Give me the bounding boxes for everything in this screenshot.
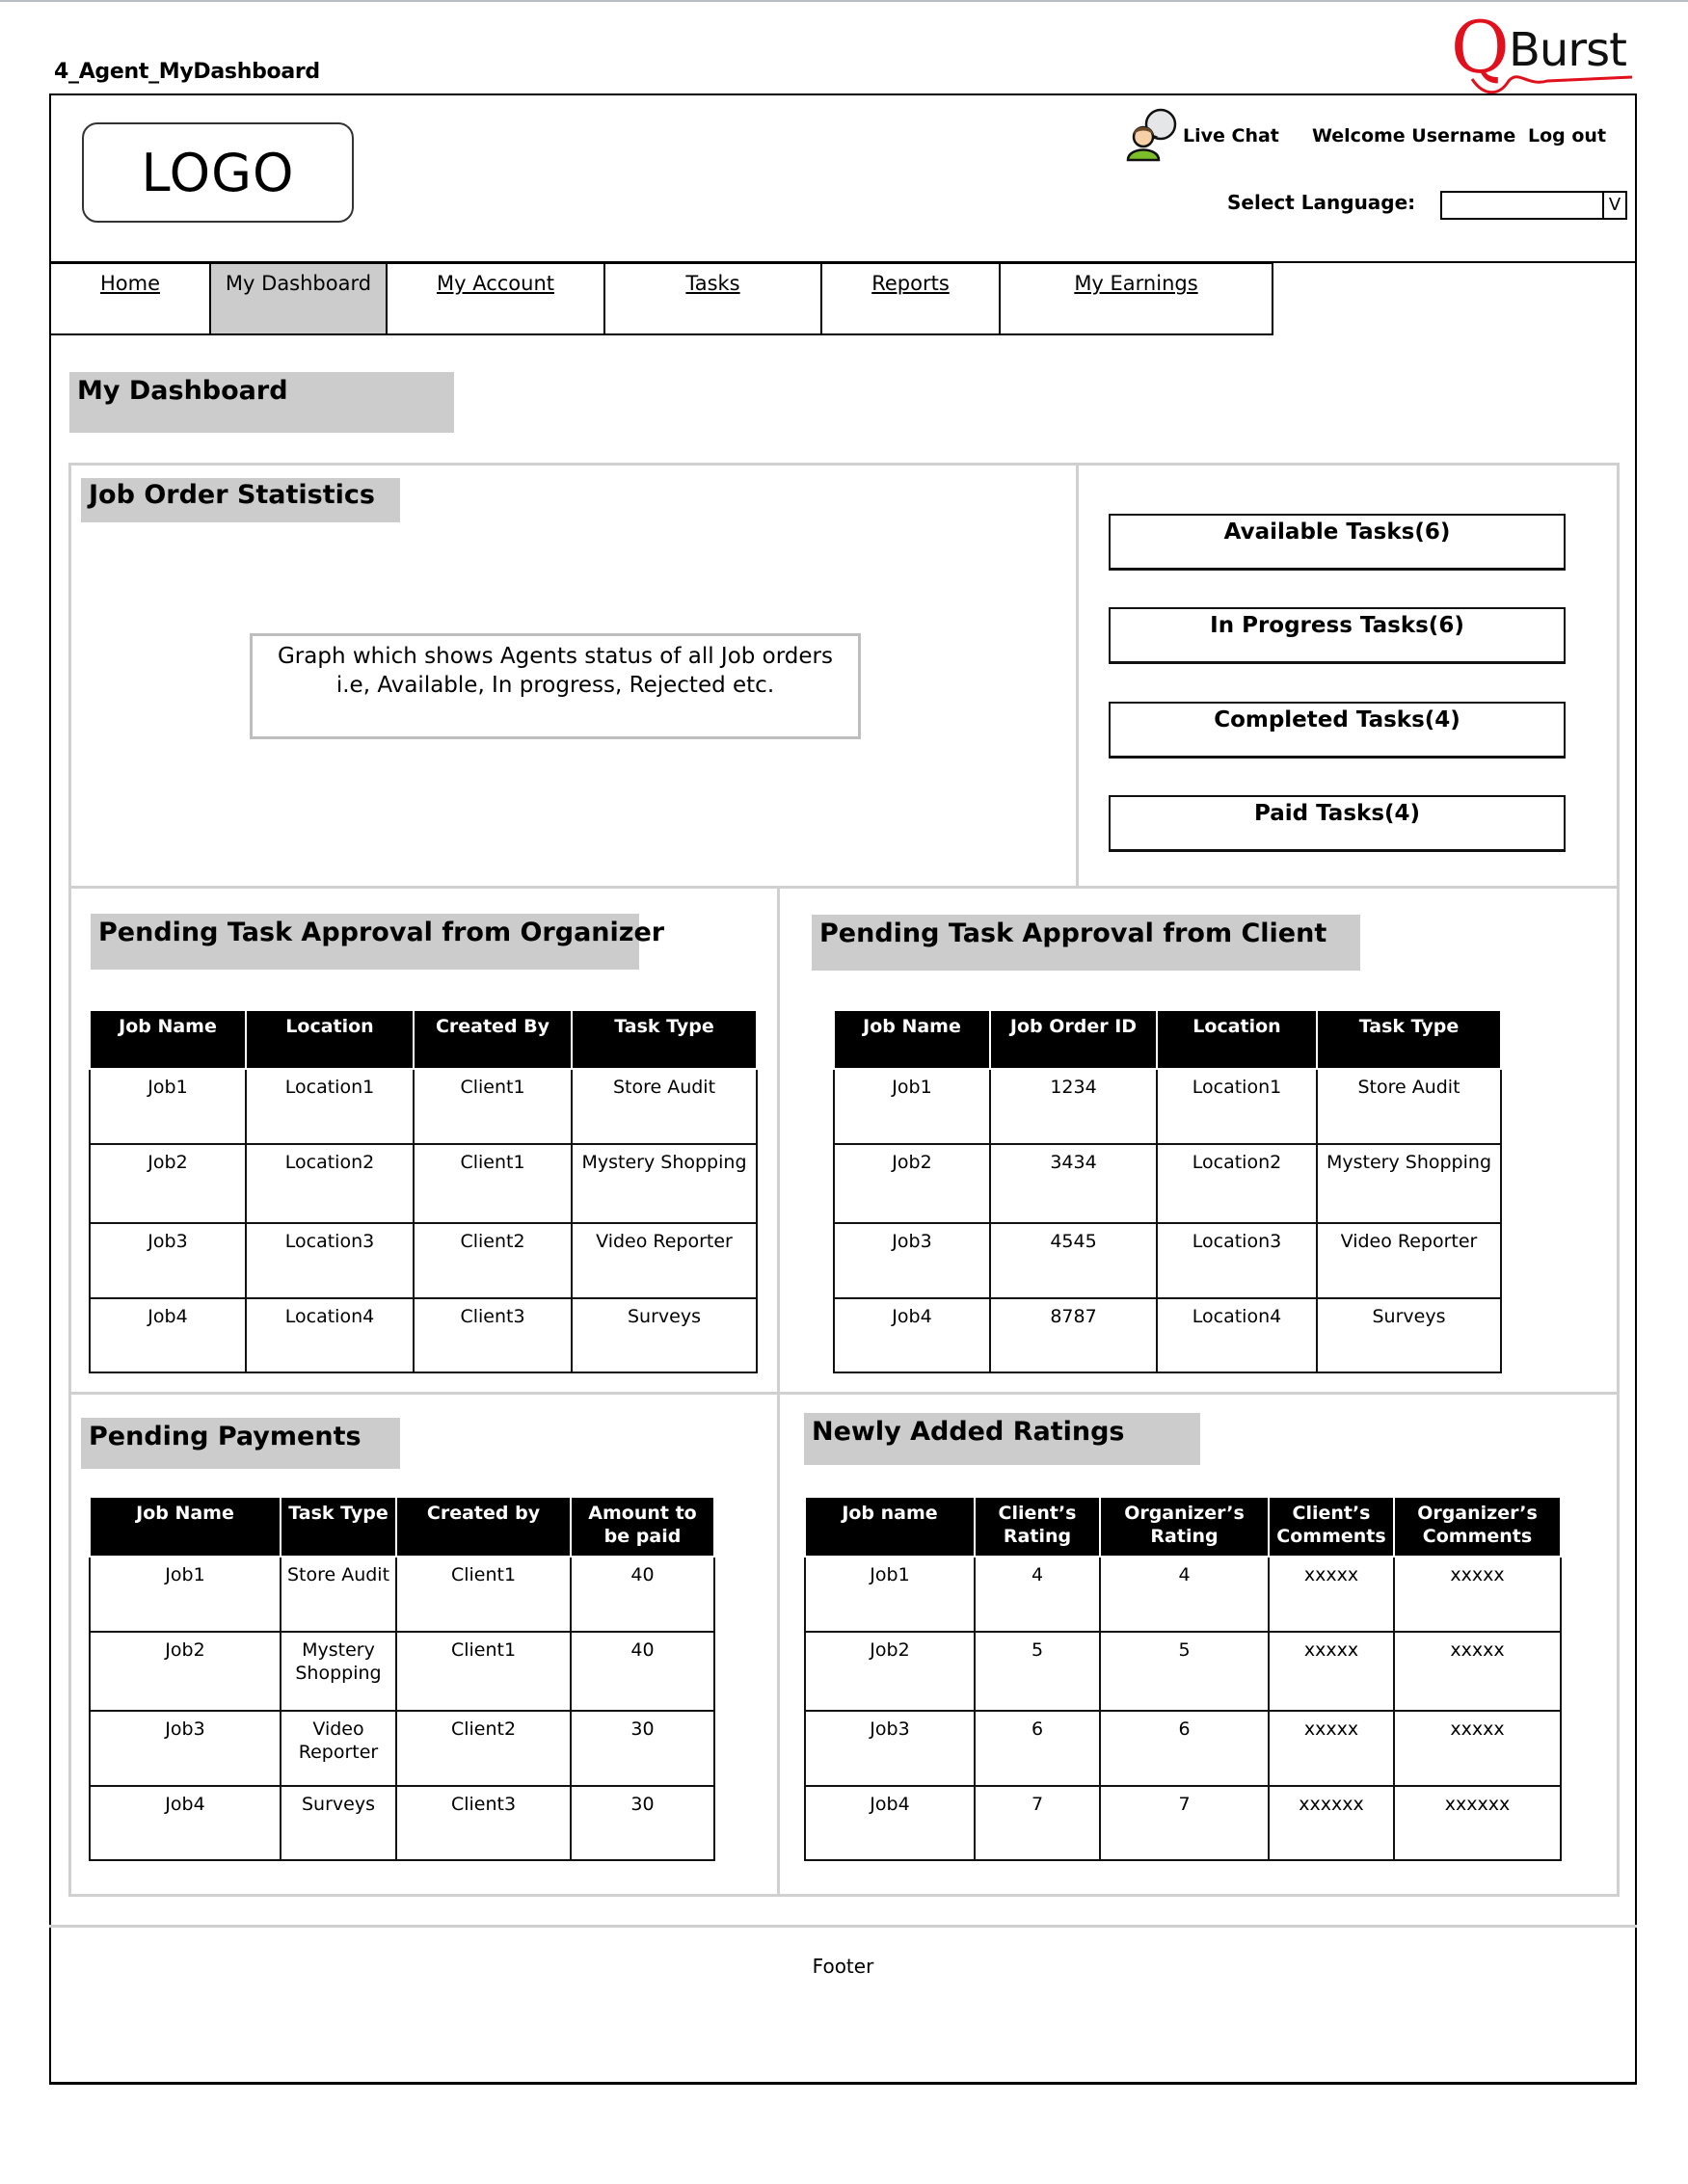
brand-q: Q	[1451, 7, 1510, 90]
page-label: 4_Agent_MyDashboard	[54, 60, 320, 84]
pending-organizer-table	[89, 1009, 758, 1373]
cell-task-type: Video Reporter	[281, 1711, 396, 1786]
column-header: Organizer’s Comments	[1394, 1497, 1561, 1557]
graph-placeholder-line2: i.e, Available, In progress, Rejected etc.	[335, 673, 775, 698]
cell-job-name: Job4	[90, 1786, 281, 1860]
cell-created-by: Client1	[396, 1557, 571, 1632]
cell-job-name: Job3	[90, 1223, 246, 1298]
table-row[interactable]	[834, 1223, 1501, 1298]
table-row[interactable]	[834, 1298, 1501, 1372]
pending-payments-title: Pending Payments	[81, 1418, 400, 1469]
table-row[interactable]	[834, 1069, 1501, 1144]
table-header-row	[90, 1010, 757, 1069]
graph-placeholder	[250, 633, 861, 739]
page-title: My Dashboard	[69, 372, 454, 433]
cell-amount: 30	[571, 1786, 714, 1860]
table-row[interactable]	[90, 1711, 714, 1786]
cell-amount: 30	[571, 1711, 714, 1786]
cell-location: Location4	[246, 1298, 414, 1372]
dropdown-arrow-icon[interactable]: V	[1602, 193, 1625, 218]
job-order-statistics-title: Job Order Statistics	[81, 478, 400, 522]
available-tasks-button[interactable]: Available Tasks(6)	[1109, 514, 1566, 571]
cell-created-by: Client3	[414, 1298, 572, 1372]
cell-location: Location3	[246, 1223, 414, 1298]
stats-divider	[1076, 465, 1079, 889]
column-header: Client’s Comments	[1269, 1497, 1394, 1557]
pending-payments-table	[89, 1496, 715, 1861]
cell-job-name: Job2	[90, 1632, 281, 1711]
cell-job-name: Job4	[834, 1298, 990, 1372]
cell-task-type: Video Reporter	[572, 1223, 757, 1298]
column-header: Organizer’s Rating	[1100, 1497, 1269, 1557]
column-header: Job Name	[90, 1497, 281, 1557]
cell-created-by: Client2	[396, 1711, 571, 1786]
column-header: Location	[1157, 1010, 1317, 1069]
welcome-username: Welcome Username	[1312, 125, 1516, 146]
cell-location: Location2	[1157, 1144, 1317, 1223]
cell-task-type: Store Audit	[1317, 1069, 1501, 1144]
nav-my-account-label: My Account	[436, 272, 554, 295]
cell-organizer-rating: 6	[1100, 1711, 1269, 1786]
brand-name: Burst	[1509, 23, 1626, 77]
cell-client-comments: xxxxx	[1269, 1557, 1394, 1632]
cell-client-comments: xxxxx	[1269, 1632, 1394, 1711]
newly-added-ratings-table	[804, 1496, 1562, 1861]
cell-client-rating: 6	[975, 1711, 1100, 1786]
qburst-logo	[1451, 7, 1634, 90]
cell-job-name: Job4	[805, 1786, 975, 1860]
cell-amount: 40	[571, 1632, 714, 1711]
cell-location: Location1	[1157, 1069, 1317, 1144]
cell-job-order-id: 3434	[990, 1144, 1157, 1223]
pending-client-table	[833, 1009, 1502, 1373]
cell-client-rating: 4	[975, 1557, 1100, 1632]
nav-reports-label: Reports	[871, 272, 950, 295]
cell-job-name: Job4	[90, 1298, 246, 1372]
in-progress-tasks-button[interactable]: In Progress Tasks(6)	[1109, 607, 1566, 664]
cell-client-rating: 7	[975, 1786, 1100, 1860]
nav-my-earnings[interactable]	[999, 262, 1273, 335]
language-label: Select Language:	[1227, 191, 1416, 214]
graph-placeholder-line1: Graph which shows Agents status of all Job orders	[277, 644, 833, 669]
pending-client-title: Pending Task Approval from Client	[812, 915, 1360, 971]
cell-task-type: Mystery Shopping	[572, 1144, 757, 1223]
pending-organizer-title: Pending Task Approval from Organizer	[91, 914, 639, 970]
table-row[interactable]	[90, 1298, 757, 1372]
live-chat-link[interactable]: Live Chat	[1183, 125, 1279, 146]
cell-job-name: Job3	[90, 1711, 281, 1786]
table-row[interactable]	[90, 1144, 757, 1223]
cell-task-type: Surveys	[281, 1786, 396, 1860]
table-header-row	[90, 1497, 714, 1557]
footer	[49, 1925, 1637, 2085]
cell-job-name: Job1	[805, 1557, 975, 1632]
cell-job-order-id: 4545	[990, 1223, 1157, 1298]
paid-tasks-button[interactable]: Paid Tasks(4)	[1109, 795, 1566, 852]
cell-organizer-rating: 4	[1100, 1557, 1269, 1632]
cell-task-type: Store Audit	[572, 1069, 757, 1144]
table-header-row	[834, 1010, 1501, 1069]
cell-task-type: Mystery Shopping	[1317, 1144, 1501, 1223]
cell-organizer-rating: 7	[1100, 1786, 1269, 1860]
column-header: Amount to be paid	[571, 1497, 714, 1557]
column-header: Client’s Rating	[975, 1497, 1100, 1557]
language-select[interactable]	[1440, 191, 1627, 220]
column-header: Job Order ID	[990, 1010, 1157, 1069]
nav-home[interactable]	[49, 262, 211, 335]
cell-client-rating: 5	[975, 1632, 1100, 1711]
nav-tasks[interactable]	[603, 262, 822, 335]
column-header: Job Name	[834, 1010, 990, 1069]
column-header: Job name	[805, 1497, 975, 1557]
column-header: Created by	[396, 1497, 571, 1557]
cell-job-order-id: 1234	[990, 1069, 1157, 1144]
cell-location: Location1	[246, 1069, 414, 1144]
cell-job-name: Job2	[805, 1632, 975, 1711]
cell-job-name: Job1	[90, 1557, 281, 1632]
cell-job-name: Job3	[834, 1223, 990, 1298]
column-header: Job Name	[90, 1010, 246, 1069]
cell-job-name: Job3	[805, 1711, 975, 1786]
cell-organizer-comments: xxxxxx	[1394, 1786, 1561, 1860]
cell-location: Location3	[1157, 1223, 1317, 1298]
cell-task-type: Surveys	[1317, 1298, 1501, 1372]
cell-client-comments: xxxxx	[1269, 1711, 1394, 1786]
cell-task-type: Mystery Shopping	[281, 1632, 396, 1711]
footer-text: Footer	[812, 1955, 874, 1978]
cell-created-by: Client3	[396, 1786, 571, 1860]
column-header: Task Type	[281, 1497, 396, 1557]
brand-wave-icon	[1470, 67, 1634, 96]
cell-location: Location2	[246, 1144, 414, 1223]
table-row[interactable]	[90, 1069, 757, 1144]
table-row[interactable]	[834, 1144, 1501, 1223]
cell-created-by: Client1	[396, 1632, 571, 1711]
table-row[interactable]	[90, 1632, 714, 1711]
cell-task-type: Surveys	[572, 1298, 757, 1372]
table-row[interactable]	[805, 1786, 1561, 1860]
cell-task-type: Video Reporter	[1317, 1223, 1501, 1298]
column-header: Created By	[414, 1010, 572, 1069]
cell-job-name: Job1	[834, 1069, 990, 1144]
table-row[interactable]	[90, 1223, 757, 1298]
cell-job-name: Job1	[90, 1069, 246, 1144]
nav-my-earnings-label: My Earnings	[1074, 272, 1198, 295]
live-chat-icon[interactable]	[1124, 108, 1180, 162]
table-row[interactable]	[90, 1557, 714, 1632]
logout-link[interactable]: Log out	[1528, 125, 1607, 146]
table-row[interactable]	[805, 1557, 1561, 1632]
site-logo[interactable]: LOGO	[82, 122, 354, 223]
table-row[interactable]	[805, 1711, 1561, 1786]
cell-organizer-comments: xxxxx	[1394, 1557, 1561, 1632]
table-header-row	[805, 1497, 1561, 1557]
cell-organizer-rating: 5	[1100, 1632, 1269, 1711]
column-header: Location	[246, 1010, 414, 1069]
cell-job-name: Job2	[834, 1144, 990, 1223]
nav-my-dashboard[interactable]	[209, 262, 388, 335]
table-row[interactable]	[805, 1632, 1561, 1711]
cell-created-by: Client1	[414, 1069, 572, 1144]
cell-amount: 40	[571, 1557, 714, 1632]
nav-my-dashboard-label: My Dashboard	[225, 272, 372, 295]
cell-organizer-comments: xxxxx	[1394, 1711, 1561, 1786]
nav-home-label: Home	[99, 272, 160, 295]
column-header: Task Type	[1317, 1010, 1501, 1069]
top-border	[0, 0, 1688, 2]
cell-job-name: Job2	[90, 1144, 246, 1223]
cell-job-order-id: 8787	[990, 1298, 1157, 1372]
nav-reports[interactable]	[820, 262, 1001, 335]
cell-task-type: Store Audit	[281, 1557, 396, 1632]
table-row[interactable]	[90, 1786, 714, 1860]
cell-created-by: Client2	[414, 1223, 572, 1298]
cell-created-by: Client1	[414, 1144, 572, 1223]
cell-location: Location4	[1157, 1298, 1317, 1372]
cell-client-comments: xxxxxx	[1269, 1786, 1394, 1860]
completed-tasks-button[interactable]: Completed Tasks(4)	[1109, 702, 1566, 759]
cell-organizer-comments: xxxxx	[1394, 1632, 1561, 1711]
column-header: Task Type	[572, 1010, 757, 1069]
newly-added-ratings-title: Newly Added Ratings	[804, 1413, 1200, 1465]
nav-tasks-label: Tasks	[685, 272, 740, 295]
nav-my-account[interactable]	[386, 262, 605, 335]
